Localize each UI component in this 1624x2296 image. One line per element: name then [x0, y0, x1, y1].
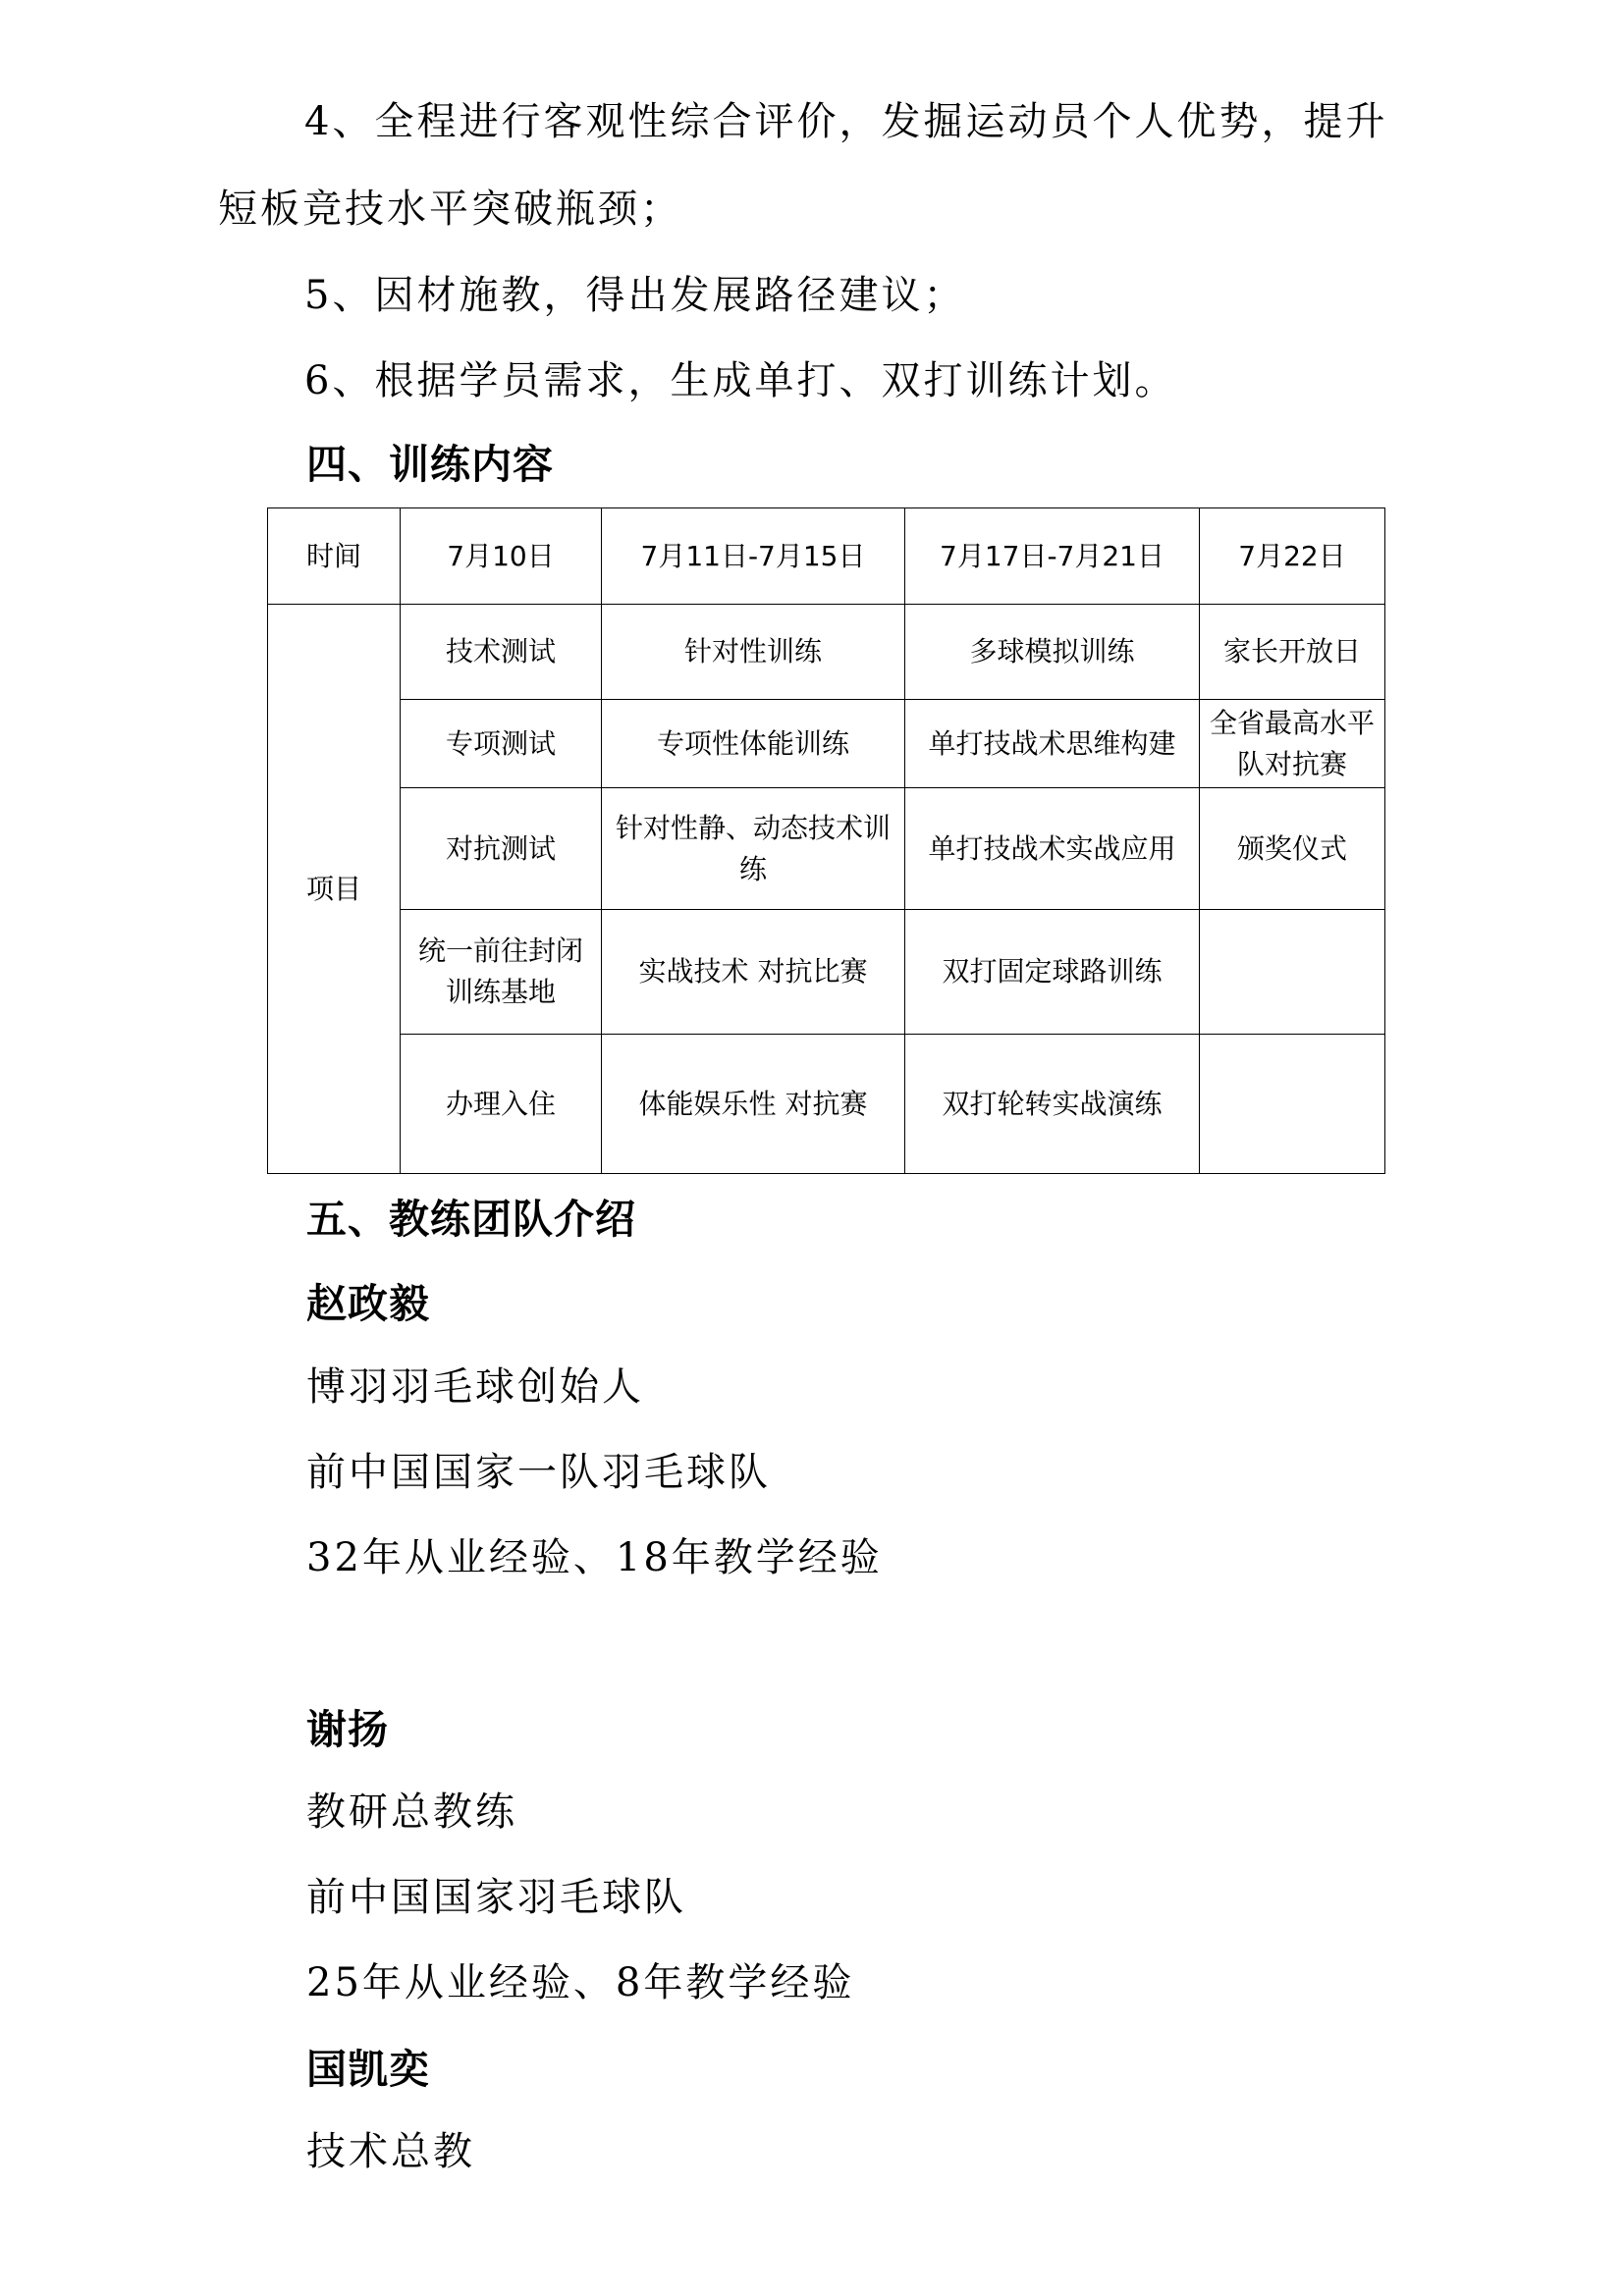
row-label-cell: 项目 — [268, 605, 401, 1174]
table-row — [268, 1035, 1385, 1174]
table-cell: 针对性静、动态技术训练 — [602, 788, 905, 910]
list-item-4-line1: 4、全程进行客观性综合评价，发掘运动员个人优势，提升 — [304, 99, 1388, 144]
section-heading-training-content: 四、训练内容 — [306, 441, 554, 488]
table-cell: 技术测试 — [401, 605, 602, 700]
table-cell: 双打轮转实战演练 — [905, 1035, 1200, 1174]
table-cell: 单打技战术思维构建 — [905, 700, 1200, 788]
table-cell: 多球模拟训练 — [905, 605, 1200, 700]
coach-detail: 32年从业经验、18年教学经验 — [306, 1535, 883, 1580]
coach-name: 赵政毅 — [306, 1280, 430, 1327]
table-header-cell: 7月10日 — [401, 508, 602, 605]
table-cell: 对抗测试 — [401, 788, 602, 910]
table-header-cell: 7月17日-7月21日 — [905, 508, 1200, 605]
table-cell: 专项测试 — [401, 700, 602, 788]
coach-detail: 前中国国家羽毛球队 — [306, 1875, 686, 1920]
table-cell: 专项性体能训练 — [602, 700, 905, 788]
table-cell — [1200, 910, 1385, 1035]
list-item-4-line2: 短板竞技水平突破瓶颈； — [218, 187, 682, 232]
coach-name: 谢扬 — [306, 1706, 389, 1753]
coach-detail: 25年从业经验、8年教学经验 — [306, 1960, 855, 2005]
list-item-5: 5、因材施教，得出发展路径建议； — [304, 273, 966, 318]
section-heading-coach-team: 五、教练团队介绍 — [306, 1196, 636, 1243]
training-schedule-table — [267, 507, 1385, 1174]
table-cell: 统一前往封闭训练基地 — [401, 910, 602, 1035]
table-row — [268, 910, 1385, 1035]
table-cell: 办理入住 — [401, 1035, 602, 1174]
table-cell: 颁奖仪式 — [1200, 788, 1385, 910]
table-cell: 家长开放日 — [1200, 605, 1385, 700]
table-cell: 针对性训练 — [602, 605, 905, 700]
table-header-cell: 7月11日-7月15日 — [602, 508, 905, 605]
coach-detail: 教研总教练 — [306, 1789, 517, 1835]
table-cell: 实战技术 对抗比赛 — [602, 910, 905, 1035]
table-row — [268, 605, 1385, 700]
table-cell: 双打固定球路训练 — [905, 910, 1200, 1035]
coach-detail: 博羽羽毛球创始人 — [306, 1364, 644, 1410]
table-header-row — [268, 508, 1385, 605]
table-header-cell: 7月22日 — [1200, 508, 1385, 605]
coach-detail: 前中国国家一队羽毛球队 — [306, 1450, 771, 1495]
table-row — [268, 788, 1385, 910]
table-cell: 体能娱乐性 对抗赛 — [602, 1035, 905, 1174]
table-row — [268, 700, 1385, 788]
coach-name: 国凯奕 — [306, 2046, 430, 2093]
table-header-cell: 时间 — [268, 508, 401, 605]
table-cell: 单打技战术实战应用 — [905, 788, 1200, 910]
coach-detail: 技术总教 — [306, 2129, 475, 2174]
table-cell — [1200, 1035, 1385, 1174]
list-item-6: 6、根据学员需求，生成单打、双打训练计划。 — [304, 358, 1177, 403]
table-cell: 全省最高水平队对抗赛 — [1200, 700, 1385, 788]
